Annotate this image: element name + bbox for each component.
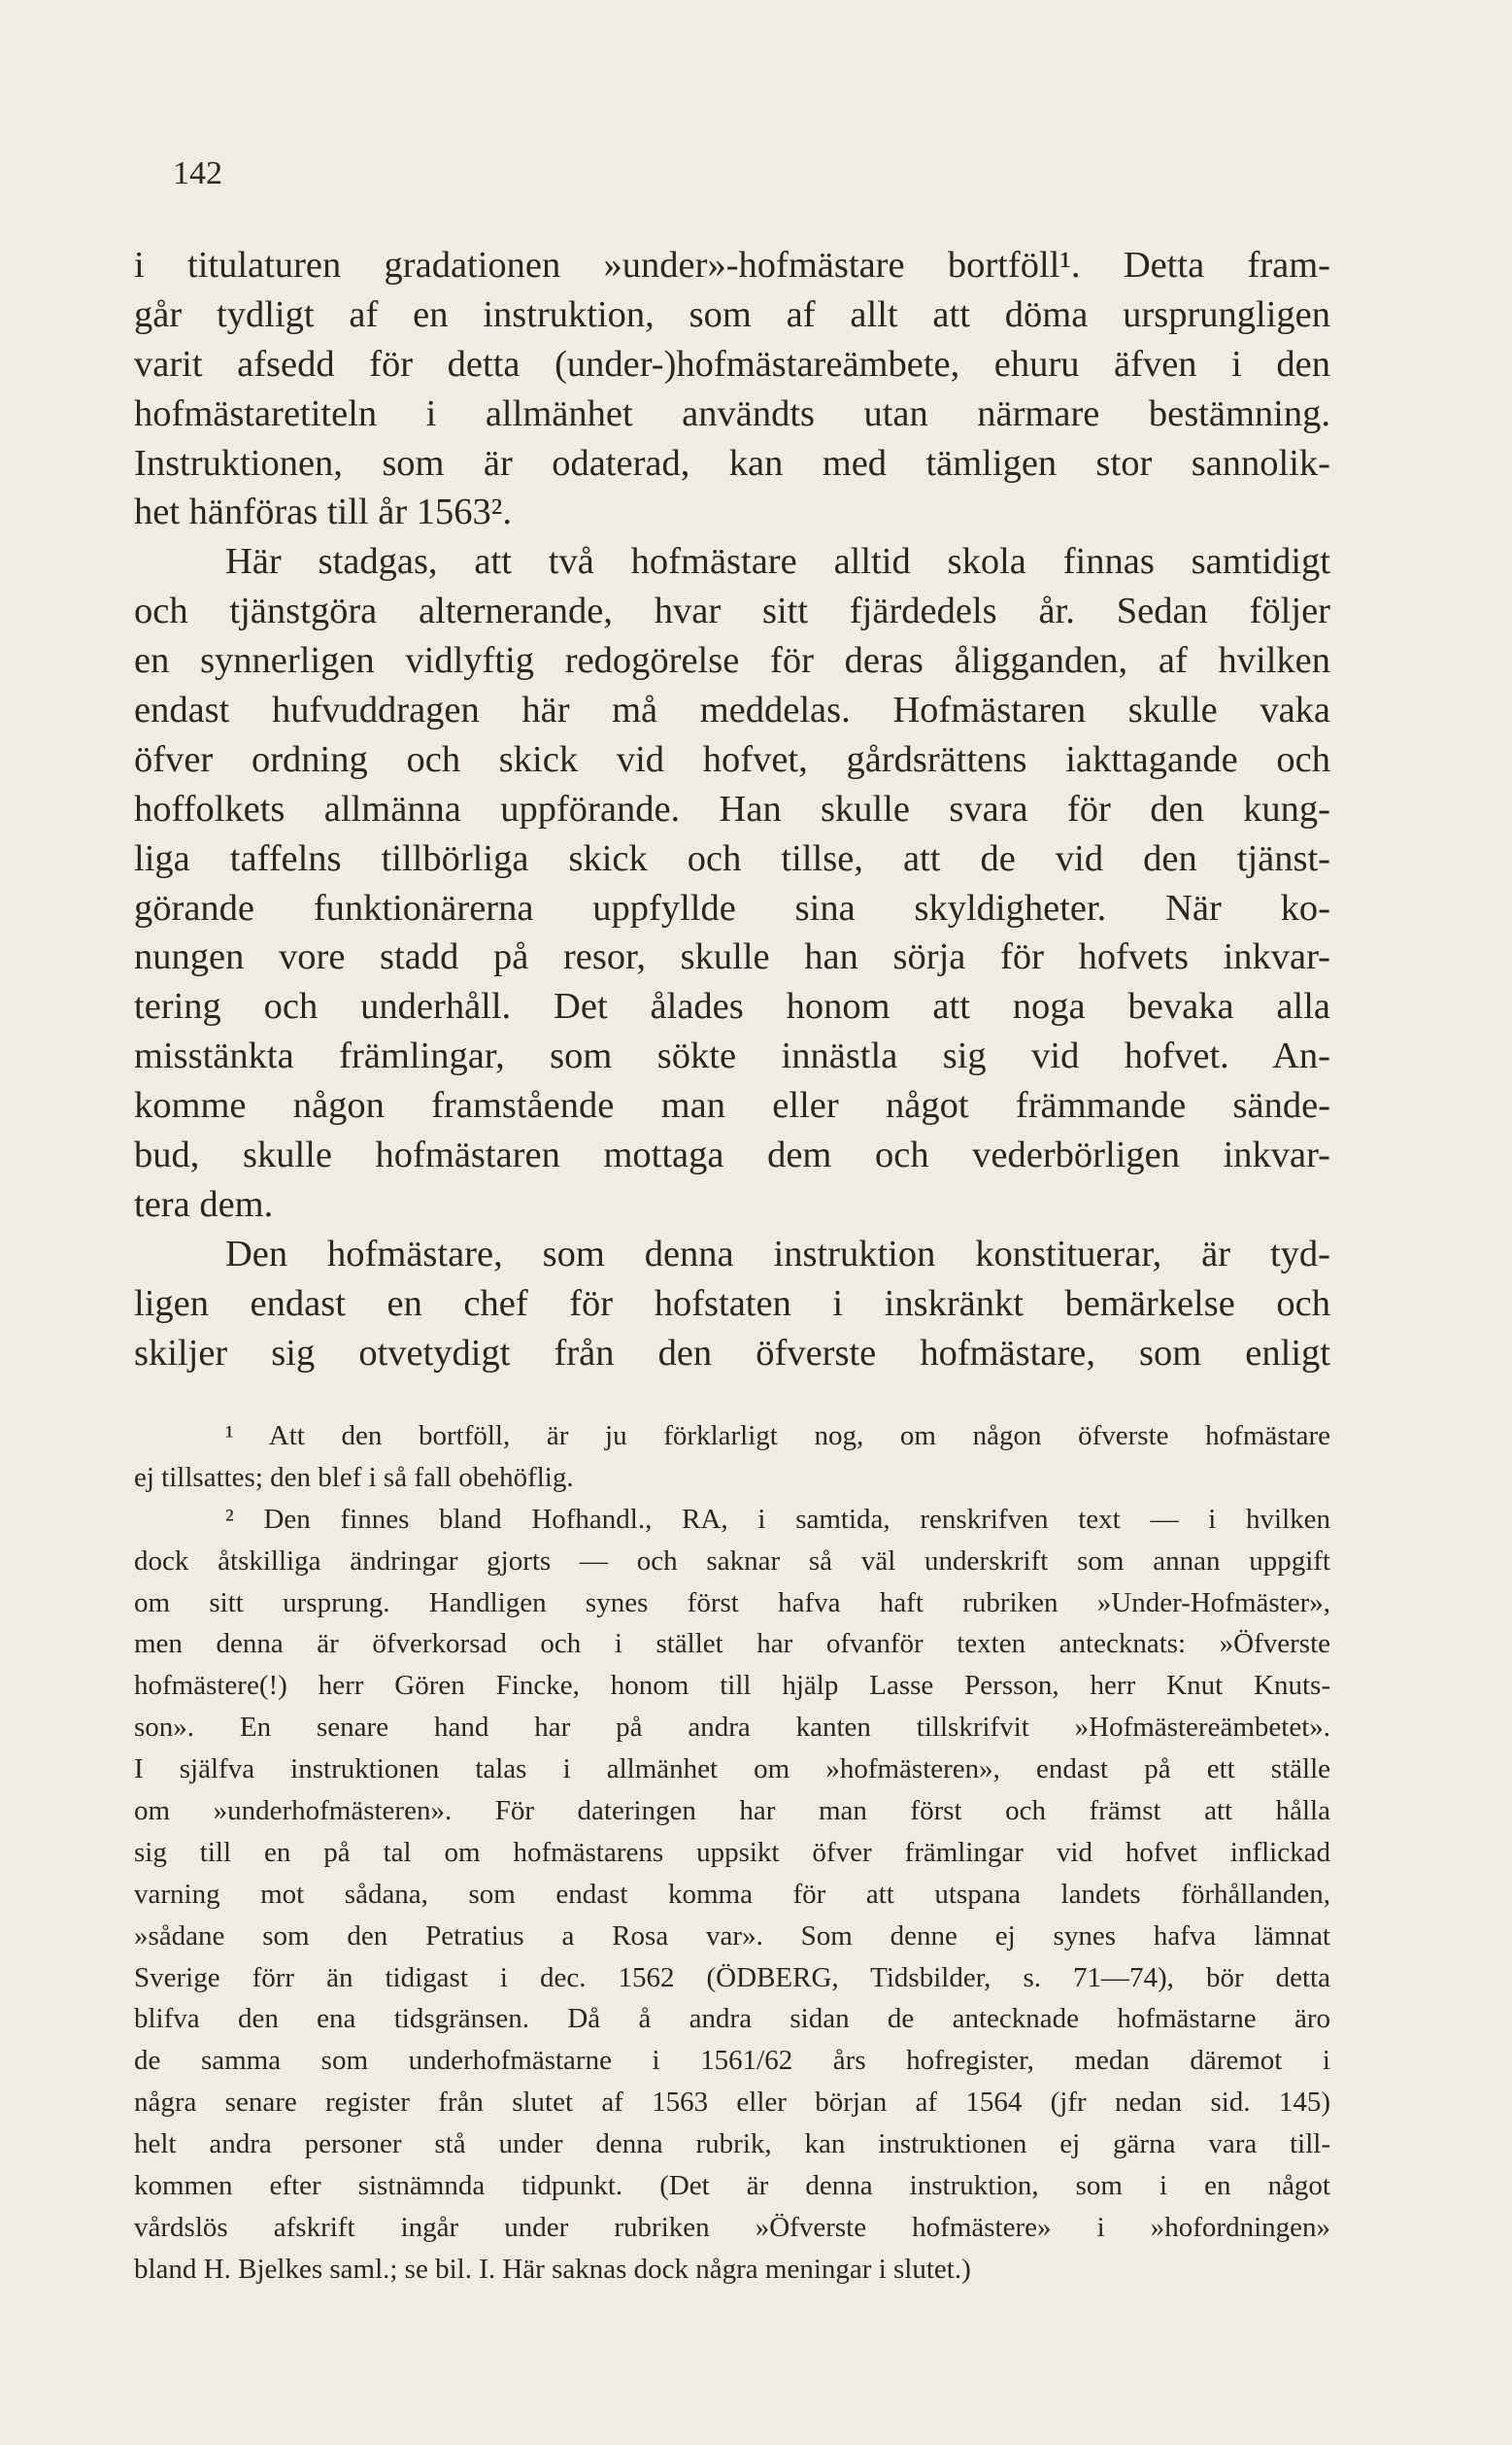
footnote-line: hofmästere(!) herr Gören Fincke, honom till hjälp Lasse Persson, herr Knut Knuts-: [134, 1670, 1330, 1702]
body-line: hofmästaretiteln i allmänhet användts utan närmare bestämning.: [134, 392, 1330, 434]
footnote-line: sig till en på tal om hofmästarens uppsikt öfver främlingar vid hofvet inflickad: [134, 1836, 1330, 1868]
body-line: Här stadgas, att två hofmästare alltid skola finnas samtidigt: [225, 541, 1330, 583]
footnotes: [134, 1415, 1330, 2291]
body-line: hoffolkets allmänna uppförande. Han skulle svara för den kung-: [134, 788, 1330, 830]
body-line: skiljer sig otvetydigt från den öfverste hofmästare, som enligt: [134, 1332, 1330, 1374]
footnote-line: I själfva instruktionen talas i allmänhet om »hofmästeren», endast på ett ställe: [134, 1753, 1330, 1785]
body-line: en synnerligen vidlyftig redogörelse för deras åligganden, af hvilken: [134, 640, 1330, 682]
body-line: Den hofmästare, som denna instruktion konstituerar, är tyd-: [225, 1233, 1330, 1274]
body-line: liga taffelns tillbörliga skick och tillse, att de vid den tjänst-: [134, 837, 1330, 879]
page-number: 142: [173, 155, 222, 191]
body-line: görande funktionärerna uppfyllde sina skyldigheter. När ko-: [134, 887, 1330, 929]
body-line: i titulaturen gradationen »under»-hofmästare bortföll¹. Detta fram-: [134, 245, 1330, 286]
body-line: tering och underhåll. Det ålades honom att noga bevaka alla: [134, 986, 1330, 1028]
body-line: ligen endast en chef för hofstaten i inskränkt bemärkelse och: [134, 1282, 1330, 1324]
footnote-line: dock åtskilliga ändringar gjorts — och saknar så väl underskrift som annan uppgift: [134, 1545, 1330, 1577]
body-line: öfver ordning och skick vid hofvet, gårdsrättens iakttagande och: [134, 738, 1330, 780]
body-line: går tydligt af en instruktion, som af allt att döma ursprungligen: [134, 293, 1330, 335]
body-text: [134, 241, 1330, 1377]
body-line: bud, skulle hofmästaren mottaga dem och vederbörligen inkvar-: [134, 1135, 1330, 1176]
footnote-line: de samma som underhofmästarne i 1561/62 års hofregister, medan däremot i: [134, 2045, 1330, 2077]
body-line: misstänkta främlingar, som sökte innästla sig vid hofvet. An-: [134, 1036, 1330, 1077]
footnote-line: ¹ Att den bortföll, är ju förklarligt nog, om någon öfverste hofmästare: [225, 1420, 1330, 1451]
footnote-line: »sådane som den Petratius a Rosa var». Som denne ej synes hafva lämnat: [134, 1919, 1330, 1952]
body-line: varit afsedd för detta (under-)hofmästareämbete, ehuru äfven i den: [134, 343, 1330, 385]
body-line: och tjänstgöra alternerande, hvar sitt fjärdedels år. Sedan följer: [134, 591, 1330, 632]
footnote-line: ² Den finnes bland Hofhandl., RA, i samtida, renskrifven text — i hvilken: [225, 1503, 1330, 1535]
body-line: het hänföras till år 1563².: [134, 492, 512, 533]
body-line: endast hufvuddragen här må meddelas. Hofmästaren skulle vaka: [134, 690, 1330, 731]
footnote-line: helt andra personer stå under denna rubrik, kan instruktionen ej gärna vara till-: [134, 2128, 1330, 2160]
footnote-line: om »underhofmästeren». För dateringen har man först och främst att hålla: [134, 1795, 1330, 1827]
body-line: tera dem.: [134, 1183, 274, 1225]
body-line: Instruktionen, som är odaterad, kan med tämligen stor sannolik-: [134, 442, 1330, 484]
footnote-line: varning mot sådana, som endast komma för att utspana landets förhållanden,: [134, 1878, 1330, 1910]
body-line: nungen vore stadd på resor, skulle han sörja för hofvets inkvar-: [134, 936, 1330, 978]
footnote-line: vårdslös afskrift ingår under rubriken »Öfverste hofmästere» i »hofordningen»: [134, 2211, 1330, 2243]
footnote-line: Sverige förr än tidigast i dec. 1562 (ÖDBERG, Tidsbilder, s. 71—74), bör detta: [134, 1961, 1330, 1993]
footnote-line: men denna är öfverkorsad och i stället har ofvanför texten antecknats: »Öfverste: [134, 1628, 1330, 1660]
body-line: komme någon framstående man eller något främmande sände-: [134, 1085, 1330, 1127]
footnote-line: ej tillsattes; den blef i så fall obehöflig.: [134, 1461, 574, 1493]
footnote-line: blifva den ena tidsgränsen. Då å andra sidan de antecknade hofmästarne äro: [134, 2003, 1330, 2035]
footnote-line: bland H. Bjelkes saml.; se bil. I. Här saknas dock några meningar i slutet.): [134, 2253, 971, 2285]
footnote-line: några senare register från slutet af 1563 eller början af 1564 (jfr nedan sid. 145): [134, 2087, 1330, 2119]
footnote-line: kommen efter sistnämnda tidpunkt. (Det är denna instruktion, som i en något: [134, 2170, 1330, 2202]
footnote-line: om sitt ursprung. Handligen synes först hafva haft rubriken »Under-Hofmäster»,: [134, 1586, 1330, 1618]
footnote-line: son». En senare hand har på andra kanten tillskrifvit »Hofmästereämbetet».: [134, 1712, 1330, 1744]
